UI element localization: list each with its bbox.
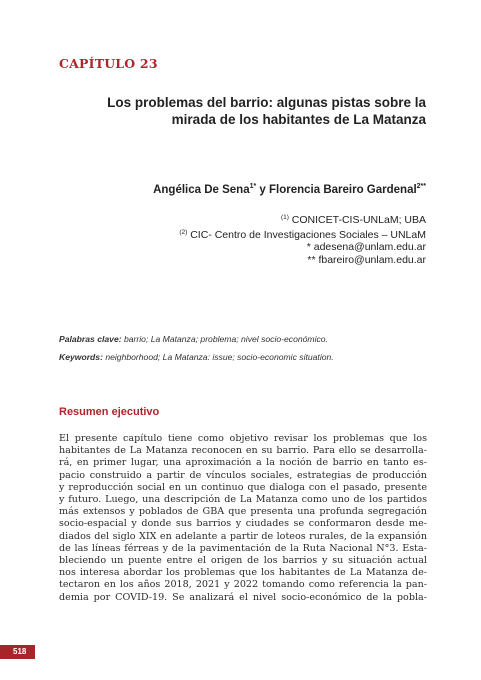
keywords-spanish [59,334,328,344]
affiliation-1-mark: (1) [280,214,289,221]
email-1: * adesena@unlam.edu.ar [306,241,426,253]
body-line: El presente capítulo tiene como objetivo revisar los problemas que los [59,433,427,444]
author-1: Angélica De Sena [153,184,250,196]
body-line: y reproducción social en un continuo que dialoga con el pasado, presente [59,481,427,493]
body-line: nos interesa abordar los problemas que los habitantes de La Matanza de- [59,567,427,579]
author-1-mark: 1* [249,183,257,190]
resumen-heading: Resumen ejecutivo [59,406,160,418]
authors-line [153,183,426,196]
body-line: y futuro. Luego, una descripción de La Matanza como uno de los partidos [59,494,427,506]
body-line: rá, en primer lugar, una aproximación a la noción de barrio en tanto es- [59,457,427,469]
affiliation-2 [179,227,426,242]
keywords-spanish-text: barrio; La Matanza; problema; nivel socio-económico. [121,334,328,344]
body-line: tectaron en los años 2018, 2021 y 2022 tomando como referencia la pan- [59,579,427,591]
author-2-mark: 2** [416,183,426,190]
body-line: bleciendo un puente entre el origen de los barrios y su situación actual [59,555,427,567]
page-number: 518 [0,645,35,659]
body-paragraph [59,433,427,604]
affiliation-1-text: CONICET-CIS-UNLaM; UBA [288,214,426,226]
keywords-english-text: neighborhood; La Matanza: issue; socio-economic situation. [102,352,334,362]
title-line-1: Los problemas del barrio: algunas pistas sobre la [107,95,426,110]
chapter-label: CAPÍTULO 23 [59,56,158,71]
author-connector: y Florencia Bareiro Gardenal [256,184,417,196]
chapter-title [66,94,426,128]
body-line: pacio construido a partir de vínculos sociales, estrategias de producción [59,469,427,481]
affiliation-2-mark: (2) [179,228,188,236]
body-line: demia por COVID-19. Se analizará el nivel socio-económico de la pobla- [59,591,427,603]
body-line: diados del siglo XIX en adelante a partir de loteos rurales, de la expansión [59,530,427,542]
body-line: de las líneas férreas y de la pavimentación de la Ruta Nacional N°3. Esta- [59,542,427,554]
body-line: habitantes de La Matanza reconocen en su barrio. Para ello se desarrolla- [59,445,427,457]
keywords-english-label: Keywords: [59,352,103,362]
body-line: más extensos y poblados de GBA que presenta una profunda segregación [59,506,427,518]
body-line: socio-espacial y donde sus barrios y ciudades se conformaron desde me- [59,518,427,530]
title-line-2: mirada de los habitantes de La Matanza [171,112,426,127]
affiliations [179,212,426,266]
email-2: ** fbareiro@unlam.edu.ar [307,253,426,266]
keywords-spanish-label: Palabras clave: [59,334,122,344]
keywords-english [59,352,334,362]
affiliation-2-text: CIC- Centro de Investigaciones Sociales – UNLaM [187,228,426,241]
affiliation-1 [179,212,426,227]
